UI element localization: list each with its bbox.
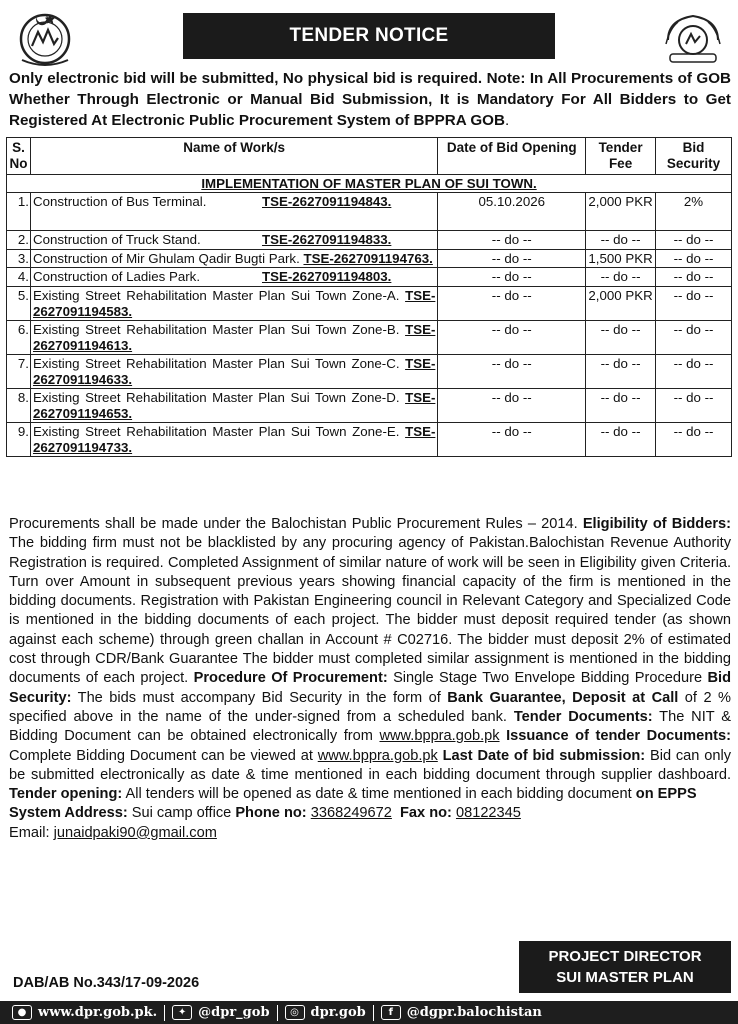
header-date-of-bid-opening: Date of Bid Opening [438,138,586,175]
work-name: Construction of Truck Stand. TSE-2627091194833. [30,231,437,250]
tender-code: TSE-2627091194763. [303,251,433,266]
work-name: Existing Street Rehabilitation Master Plan Sui Town Zone-D. TSE-2627091194653. [30,389,437,423]
bppra-link[interactable]: www.bppra.gob.pk [379,728,500,745]
tender-fee: -- do -- [586,423,656,457]
procedure-label: Procedure Of Procurement: [193,670,388,687]
header-bid-security: Bid Security [656,138,732,175]
footer-divider [373,1005,374,1021]
signatory-title: PROJECT DIRECTOR [548,948,702,965]
header-name-of-work: Name of Work/s [30,138,437,175]
dab-number: DAB/AB No.343/17-09-2026 [13,975,200,991]
page-title: TENDER NOTICE [183,13,555,59]
tender-documents-label: Tender Documents: [513,708,653,725]
tender-fee: -- do -- [586,231,656,250]
issuance-label: Issuance of tender Documents: [506,728,731,745]
fax-number: 08122345 [455,805,521,822]
tender-code: TSE-2627091194583. [32,288,436,319]
section-row [7,175,732,193]
table-row [7,423,732,457]
instagram-handle[interactable]: dpr.gob [310,1005,366,1020]
section-title: IMPLEMENTATION OF MASTER PLAN OF SUI TOWN. [7,175,732,193]
bid-opening-date: -- do -- [438,321,586,355]
tender-code: TSE-2627091194803. [261,269,392,284]
table-row [7,321,732,355]
email-link[interactable]: junaidpaki90@gmail.com [53,824,217,841]
tender-code: TSE-2627091194833. [261,232,392,247]
tender-code: TSE-2627091194613. [32,322,436,353]
eligibility-label: Eligibility of Bidders: [582,516,731,532]
facebook-handle[interactable]: @dgpr.balochistan [406,1005,542,1020]
signature-block [519,941,731,993]
row-number: 3. [7,250,31,268]
bid-security: -- do -- [656,389,732,423]
bid-opening-date: -- do -- [438,389,586,423]
bid-opening-date: -- do -- [438,268,586,287]
bppra-link-2[interactable]: www.bppra.gob.pk [317,747,438,764]
twitter-icon: ✦ [172,1005,192,1020]
tender-fee: 2,000 PKR [586,193,656,231]
table-row [7,355,732,389]
signatory-office: SUI MASTER PLAN [556,969,694,986]
tender-code: TSE-2627091194733. [32,424,436,455]
tender-code: TSE-2627091194843. [261,194,392,209]
tender-fee: -- do -- [586,321,656,355]
tender-code: TSE-2627091194653. [32,390,436,421]
work-name: Existing Street Rehabilitation Master Plan Sui Town Zone-B. TSE-2627091194613. [30,321,437,355]
bid-opening-date: -- do -- [438,423,586,457]
bid-opening-date: -- do -- [438,231,586,250]
tender-fee: -- do -- [586,268,656,287]
bid-security: -- do -- [656,321,732,355]
email-label: Email: [9,824,54,841]
table-row [7,287,732,321]
footer-bar [0,1001,738,1024]
bid-security: -- do -- [656,268,732,287]
bid-security: -- do -- [656,231,732,250]
table-row [7,231,732,250]
address-label: System Address: [9,805,128,822]
tender-code: TSE-2627091194633. [32,356,436,387]
address: Sui camp office [127,805,236,822]
last-date-label: Last Date of bid submission: [442,747,646,764]
table-row [7,268,732,287]
bid-opening-date: -- do -- [438,287,586,321]
table-row [7,389,732,423]
bid-security: -- do -- [656,423,732,457]
bid-opening-date: -- do -- [438,250,586,268]
work-name: Construction of Mir Ghulam Qadir Bugti Park. TSE-2627091194763. [30,250,437,268]
work-name: Construction of Bus Terminal. TSE-2627091194843. [30,193,437,231]
row-number: 5. [7,287,31,321]
tender-opening-label: Tender opening: [9,786,123,803]
table-row [7,193,732,231]
work-name: Existing Street Rehabilitation Master Plan Sui Town Zone-C. TSE-2627091194633. [30,355,437,389]
epps-label: on EPPS [635,786,697,803]
intro-note: Only electronic bid will be submitted, No physical bid is required. Note: In All Procurements of GOB Whether Through Electronic or Manual Bid Submission, It is Mandatory For All Bidders to Get Registered At Electronic Public Procurement System of BPPRA GOB. [9,70,731,129]
phone-label: Phone no: [235,805,307,822]
works-table [6,137,732,457]
bid-security: 2% [656,193,732,231]
bid-opening-date: 05.10.2026 [438,193,586,231]
instagram-icon: ◎ [285,1005,305,1020]
work-name: Construction of Ladies Park. TSE-2627091194803. [30,268,437,287]
row-number: 4. [7,268,31,287]
phone-number[interactable]: 3368249672 [310,805,392,822]
row-number: 2. [7,231,31,250]
footer-divider [277,1005,278,1021]
globe-icon: ● [12,1005,32,1020]
row-number: 1. [7,193,31,231]
table-row [7,250,732,268]
tender-terms: Procurements shall be made under the Balochistan Public Procurement Rules – 2014. Eligibility of Bidders: The bidding firm must not be blacklisted by any procuring agency of Pakistan.Balochistan Revenue Authority Registration is required. Completed Assignment of similar nature of work will be seen in Eligibility given Criteria. Turn over Amount in subsequent previous years showing financial capacity of the firm is mentioned in the bidding documents. Registration with Pakistan Engineering council in Relevant Category and Specialized Code is mentioned in the bidding documents of each project. The bidder must deposit required tender (as shown against each scheme) through green challan in Account # C02716. The bidder must deposit 2% of estimated cost through CDR/Bank Guarantee The bidder must completed similar assignment is mentioned in the bidding documents of each project. Procedure Of Procurement: Single Stage Two Envelope Bidding Procedure Bid Security: The bids must accompany Bid Security in the form of Bank Guarantee, Deposit at Call of 2 % specified above in the name of the under-signed from a scheduled bank. Tender Documents: The NIT & Bidding Document can be obtained electronically from www.bppra.gob.pk Issuance of tender Documents: Complete Bidding Document can be viewed at www.bppra.gob.pk Last Date of bid submission: Bid can only be submitted electronically as date & time mentioned in each bidding document through supplier dashboard. Tender opening: All tenders will be opened as date & time mentioned in each bidding document on EPPS System Address: Sui camp office Phone no: 3368249672 Fax no: 08122345 Email: junaidpaki90@gmail.com [9,516,732,841]
website-link[interactable]: www.dpr.gob.pk. [38,1005,158,1020]
tender-fee: -- do -- [586,355,656,389]
bid-opening-date: -- do -- [438,355,586,389]
tender-fee: 1,500 PKR [586,250,656,268]
dgpr-emblem-icon [658,10,728,70]
balochistan-emblem-icon [10,8,80,68]
row-number: 7. [7,355,31,389]
bank-guarantee-label: Bank Guarantee, Deposit at Call [447,689,679,706]
table-header-row [7,138,732,175]
bid-security: -- do -- [656,250,732,268]
bid-security: -- do -- [656,355,732,389]
tender-fee: -- do -- [586,389,656,423]
facebook-icon: f [381,1005,401,1020]
twitter-handle[interactable]: @dpr_gob [198,1005,270,1020]
row-number: 9. [7,423,31,457]
bid-security: -- do -- [656,287,732,321]
bid-security-label: Bid Security: [9,670,732,706]
row-number: 8. [7,389,31,423]
footer-divider [164,1005,165,1021]
work-name: Existing Street Rehabilitation Master Plan Sui Town Zone-A. TSE-2627091194583. [30,287,437,321]
tender-fee: 2,000 PKR [586,287,656,321]
fax-label: Fax no: [400,805,452,822]
header-sno: S. No [7,138,31,175]
row-number: 6. [7,321,31,355]
header-tender-fee: Tender Fee [586,138,656,175]
work-name: Existing Street Rehabilitation Master Plan Sui Town Zone-E. TSE-2627091194733. [30,423,437,457]
